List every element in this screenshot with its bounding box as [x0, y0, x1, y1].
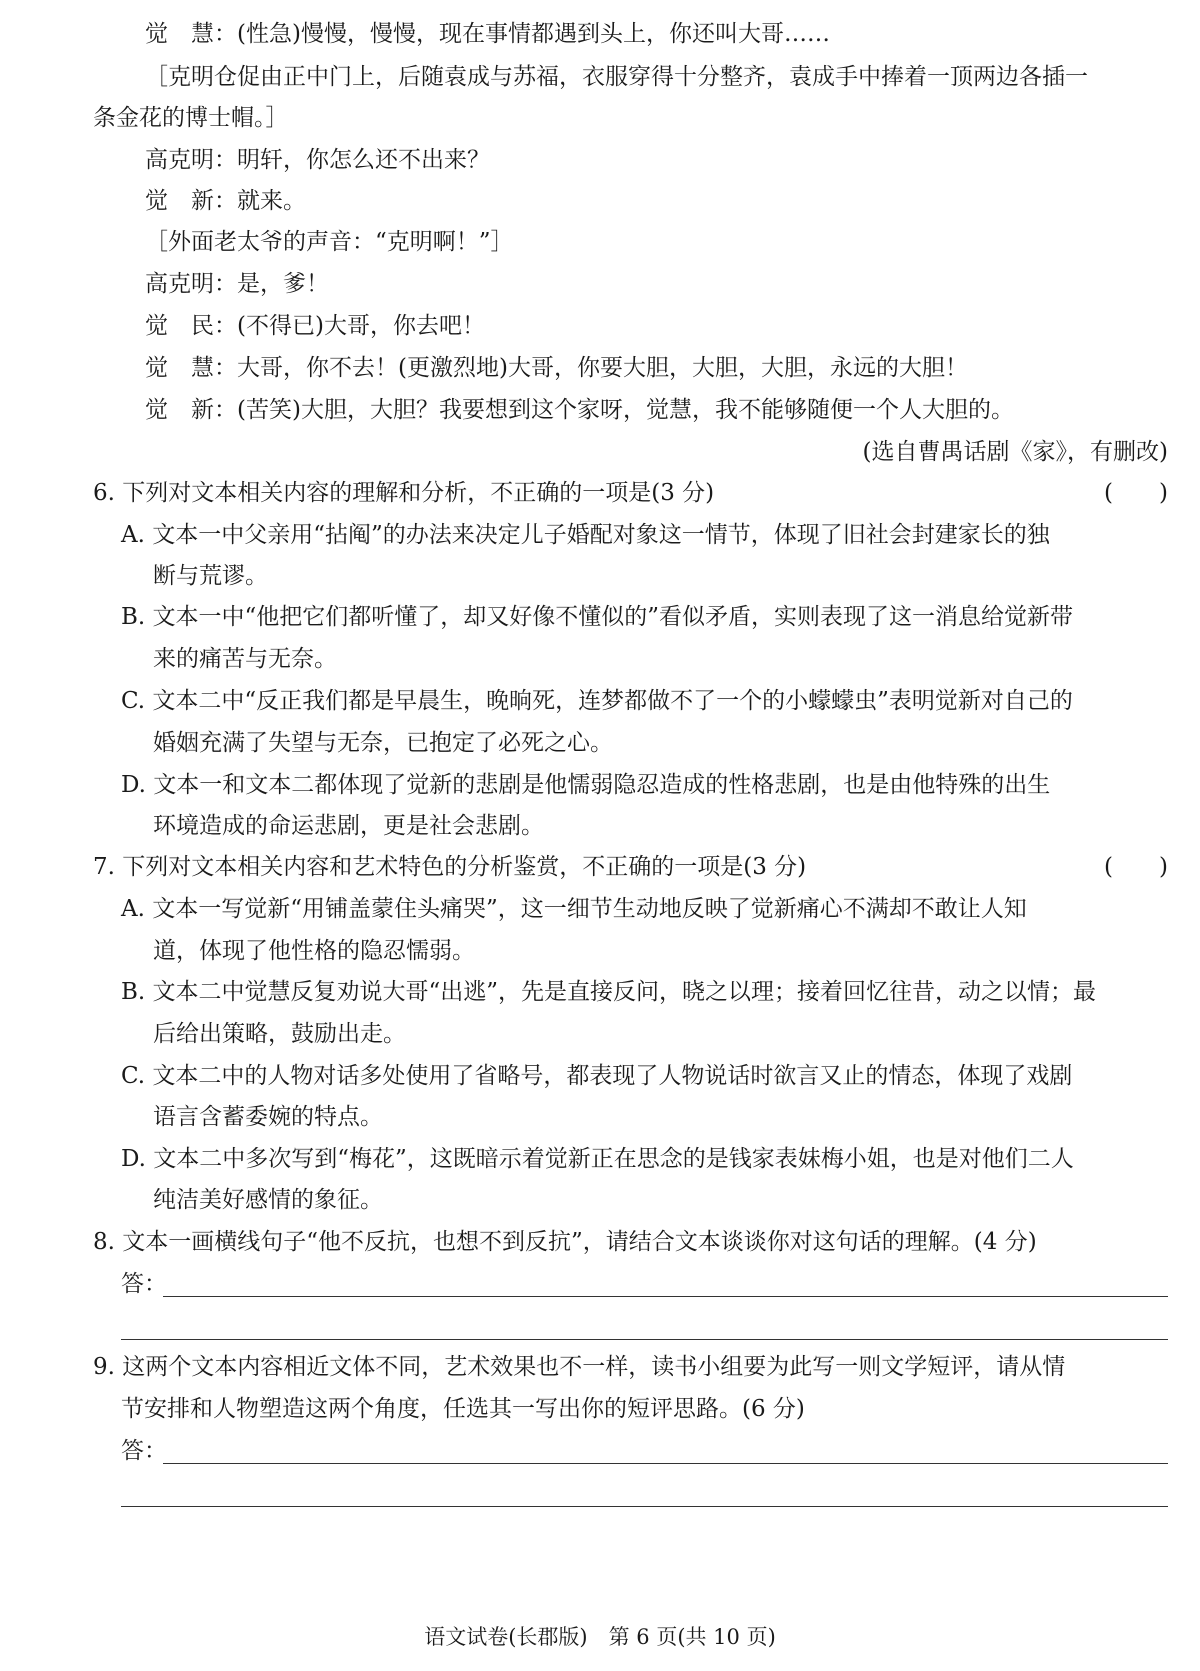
- answer-line[interactable]: [163, 1296, 1168, 1297]
- dialogue-line: 觉 新：(苦笑)大胆，大胆？我要想到这个家呀，觉慧，我不能够随便一个人大胆的。: [145, 397, 1014, 423]
- option-c: C. 文本二中的人物对话多处使用了省略号，都表现了人物说话时欲言又止的情态，体现了戏剧: [121, 1063, 1073, 1089]
- answer-label: 答：: [121, 1271, 167, 1297]
- stage-direction: ［克明仓促由正中门上，后随袁成与苏福，衣服穿得十分整齐，袁成手中捧着一顶两边各插一: [145, 64, 1088, 90]
- option-d: D. 文本一和文本二都体现了觉新的悲剧是他懦弱隐忍造成的性格悲剧，也是由他特殊的出生: [121, 772, 1051, 798]
- source-note: (选自曹禺话剧《家》，有删改): [862, 439, 1168, 465]
- answer-line[interactable]: [163, 1463, 1168, 1464]
- option-c: C. 文本二中“反正我们都是早晨生，晚晌死，连梦都做不了一个的小蠓蠓虫”表明觉新对自己的: [121, 688, 1073, 714]
- dialogue-line: 觉 民：(不得已)大哥，你去吧！: [145, 313, 485, 339]
- answer-bracket: ( ): [1104, 480, 1168, 506]
- option-d-cont: 纯洁美好感情的象征。: [153, 1187, 383, 1213]
- option-b: B. 文本一中“他把它们都听懂了，却又好像不懂似的”看似矛盾，实则表现了这一消息给觉新带: [121, 604, 1074, 630]
- answer-line[interactable]: [121, 1506, 1168, 1507]
- answer-bracket: ( ): [1104, 854, 1168, 880]
- question-7-stem: 7. 下列对文本相关内容和艺术特色的分析鉴赏，不正确的一项是(3 分): [93, 854, 807, 880]
- question-9-stem: 9. 这两个文本内容相近文体不同，艺术效果也不一样，读书小组要为此写一则文学短评，请从情: [93, 1354, 1066, 1380]
- dialogue-line: 高克明：是，爹！: [145, 271, 329, 297]
- option-b: B. 文本二中觉慧反复劝说大哥“出逃”，先是直接反问，晓之以理；接着回忆往昔，动之以情；最: [121, 979, 1097, 1005]
- option-a-cont: 道，体现了他性格的隐忍懦弱。: [153, 938, 475, 964]
- option-c-cont: 语言含蓄委婉的特点。: [153, 1104, 383, 1130]
- question-9-stem-cont: 节安排和人物塑造这两个角度，任选其一写出你的短评思路。(6 分): [121, 1396, 805, 1422]
- option-a: A. 文本一中父亲用“拈阄”的办法来决定儿子婚配对象这一情节，体现了旧社会封建家长的独: [121, 522, 1050, 548]
- dialogue-line: 觉 慧：大哥，你不去！(更激烈地)大哥，你要大胆，大胆，大胆，永远的大胆！: [145, 355, 968, 381]
- page-footer: 语文试卷(长郡版) 第 6 页(共 10 页): [424, 1625, 776, 1649]
- option-d-cont: 环境造成的命运悲剧，更是社会悲剧。: [153, 813, 544, 839]
- dialogue-line: 高克明：明轩，你怎么还不出来？: [145, 147, 490, 173]
- option-a-cont: 断与荒谬。: [153, 563, 268, 589]
- option-c-cont: 婚姻充满了失望与无奈，已抱定了必死之心。: [153, 730, 613, 756]
- option-b-cont: 后给出策略，鼓励出走。: [153, 1021, 406, 1047]
- option-d: D. 文本二中多次写到“梅花”，这既暗示着觉新正在思念的是钱家表妹梅小姐，也是对他们二人: [121, 1146, 1074, 1172]
- option-b-cont: 来的痛苦与无奈。: [153, 646, 337, 672]
- answer-line[interactable]: [121, 1339, 1168, 1340]
- question-8-stem: 8. 文本一画横线句子“他不反抗，也想不到反抗”，请结合文本谈谈你对这句话的理解。(4 分): [93, 1229, 1037, 1255]
- question-6-stem: 6. 下列对文本相关内容的理解和分析，不正确的一项是(3 分): [93, 480, 715, 506]
- dialogue-line: 觉 慧：(性急)慢慢，慢慢，现在事情都遇到头上，你还叫大哥……: [145, 21, 830, 47]
- option-a: A. 文本一写觉新“用铺盖蒙住头痛哭”，这一细节生动地反映了觉新痛心不满却不敢让人知: [121, 896, 1027, 922]
- stage-direction-cont: 条金花的博士帽。］: [93, 105, 289, 131]
- stage-direction: ［外面老太爷的声音：“克明啊！”］: [145, 229, 514, 255]
- answer-label: 答：: [121, 1438, 167, 1464]
- dialogue-line: 觉 新：就来。: [145, 188, 306, 214]
